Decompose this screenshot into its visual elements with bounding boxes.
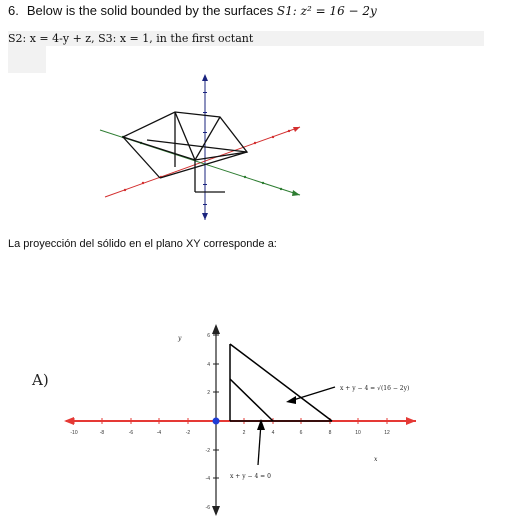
- x-axis-label: x: [374, 456, 378, 463]
- y-tick-label: 2: [207, 390, 210, 396]
- x-tick-label: 2: [242, 430, 246, 436]
- option-a-graph: [60, 320, 420, 516]
- x-tick-label: 10: [355, 430, 361, 436]
- upper-annotation: x + y − 4 = √(16 − 2y): [340, 385, 410, 392]
- y-tick-label: -6: [205, 505, 210, 511]
- x-axis-arrow: [293, 127, 300, 132]
- projection-prompt: La proyección del sólido en el plano XY corresponde a:: [8, 238, 277, 250]
- option-a-label: [30, 368, 60, 392]
- x-tick-label: 4: [271, 430, 275, 436]
- solid-edges: [123, 112, 247, 192]
- option-a-text: A): [32, 371, 49, 389]
- solid-3d-figure: [95, 72, 305, 222]
- lower-annotation: x + y − 4 = 0: [230, 473, 271, 480]
- x-tick-label: -8: [99, 430, 105, 436]
- surface-s1: S1: z² = 16 − 2y: [276, 4, 377, 18]
- surfaces-subtitle: S2: x = 4-y + z, S3: x = 1, in the first octant: [8, 31, 484, 46]
- origin-point: [213, 418, 220, 425]
- question-number: 6.: [8, 3, 19, 18]
- x-tick-label: -6: [128, 430, 134, 436]
- y-tick-label: -2: [205, 448, 210, 454]
- projection-region: [230, 344, 332, 421]
- question-text: Below is the solid bounded by the surfaces: [26, 3, 274, 18]
- shaded-block: [8, 46, 46, 73]
- y-axis-label: y: [178, 335, 182, 342]
- x-tick-label: -2: [185, 430, 191, 436]
- y-tick-label: 4: [207, 362, 210, 368]
- y-tick-label: 6: [207, 333, 210, 339]
- x-axis: [105, 127, 300, 197]
- x-tick-label: 8: [328, 430, 332, 436]
- x-tick-label: -10: [70, 430, 78, 436]
- x-tick-labels: [70, 430, 390, 436]
- y-axis-arrow: [292, 190, 300, 196]
- x-tick-label: 6: [299, 430, 303, 436]
- z-axis-arrow: [202, 74, 208, 81]
- x-tick-label: -4: [156, 430, 162, 436]
- x-tick-label: 12: [384, 430, 390, 436]
- question-title: [8, 3, 377, 19]
- y-tick-label: -4: [205, 476, 210, 482]
